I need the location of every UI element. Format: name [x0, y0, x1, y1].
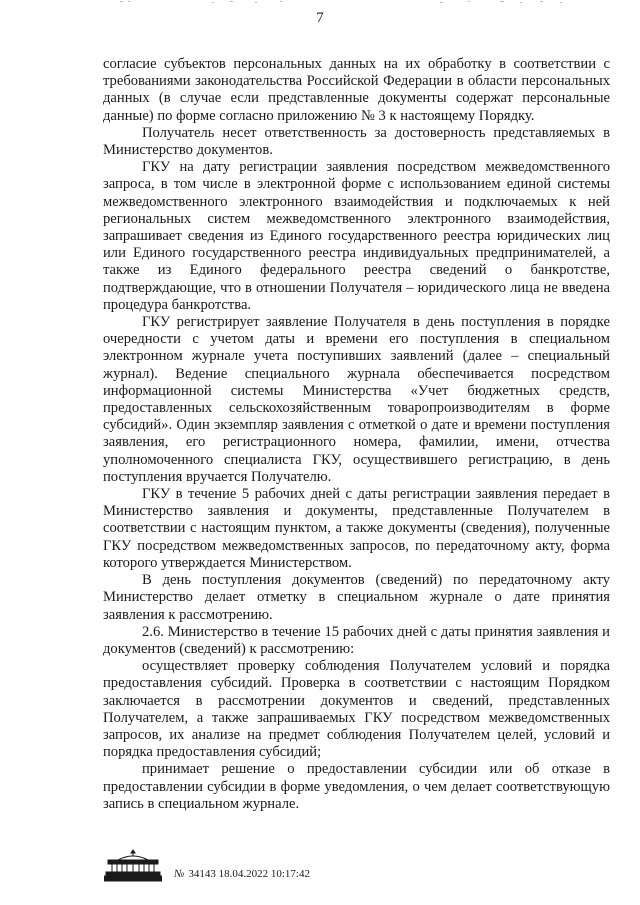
paragraph: осуществляет проверку соблюдения Получателем условий и порядка предоставления субсидий. Проверка в соответствии с настоящим Порядком заключается в рассмотрении документов и сведений, представленных Получателем, а также запрашиваемых ГКУ посредством межведомственных запросов, их анализе на предмет соблюдения Получателем целей, условий и порядка предоставления субсидий;: [103, 658, 610, 761]
paragraph: принимает решение о предоставлении субсидии или об отказе в предоставлении субсидии в форме уведомления, о чем делает соответствующую запись в специальном журнале.: [103, 761, 610, 812]
paragraph: ГКУ регистрирует заявление Получателя в день поступления в порядке очередности с учетом даты и времени его поступления в специальном электронном журнале учета поступивших заявлений (далее – специальный журнал). Ведение специального журнала обеспечивается посредством информационной системы Министерства «Учет бюджетных средств, предоставленных сельскохозяйственным товаропроизводителям в форме субсидий». Один экземпляр заявления с отметкой о дате и времени поступления заявления, его регистрационного номера, фамилии, имени, отчества уполномоченного специалиста ГКУ, осуществившего регистрацию, в день поступления вручается Получателю.: [103, 314, 610, 485]
paragraph-section-2-6: 2.6. Министерство в течение 15 рабочих дней с даты принятия заявления и документов (сведений) к рассмотрению:: [103, 623, 610, 657]
document-body: [103, 56, 610, 813]
scan-artifact-dots: [0, 0, 640, 6]
paragraph: согласие субъектов персональных данных на их обработку в соответствии с требованиями законодательства Российской Федерации в области персональных данных (в случае если представленные документы содержат персональные данные) по форме согласно приложению № 3 к настоящему Порядку.: [103, 56, 610, 124]
paragraph: В день поступления документов (сведений) по передаточному акту Министерство делает отметку в специальном журнале о дате принятия заявления к рассмотрению.: [103, 572, 610, 623]
stamp-number-mark: №: [174, 868, 185, 880]
paragraph: Получатель несет ответственность за достоверность представляемых в Министерство документов.: [103, 124, 610, 159]
registration-stamp: [174, 868, 310, 880]
paragraph: ГКУ в течение 5 рабочих дней с даты регистрации заявления передает в Министерство заявления и документы, представленные Получателем в соответствии с настоящим пунктом, а также документы (сведения), полученные ГКУ посредством межведомственных запросов, по передаточному акту, форма которого утверждается Министерством.: [103, 486, 610, 571]
government-building-seal-icon: [104, 848, 162, 882]
paragraph: ГКУ на дату регистрации заявления посредством межведомственного запроса, в том числе в электронной форме с использованием единой системы межведомственного электронного взаимодействия и подключаемых к ней региональных систем межведомственного электронного взаимодействия, запрашивает сведения из Единого государственного реестра юридических лиц или Единого государственного реестра индивидуальных предпринимателей, а также из Единого федерального реестра сведений о банкротстве, подтверждающие, что в отношении Получателя – юридического лица не введена процедура банкротства.: [103, 159, 610, 313]
stamp-number-datetime: 34143 18.04.2022 10:17:42: [188, 868, 310, 880]
page-number: 7: [316, 10, 324, 26]
document-footer: [104, 844, 504, 884]
